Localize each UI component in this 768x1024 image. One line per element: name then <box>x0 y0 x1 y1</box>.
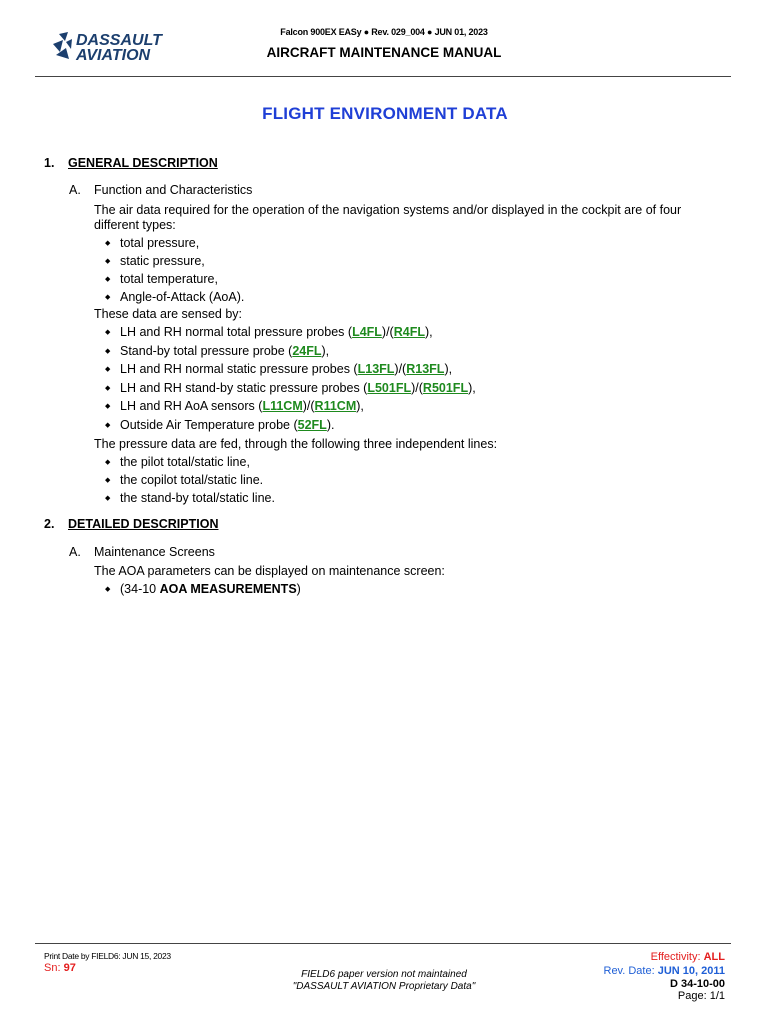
ref-link-r11cm[interactable]: R11CM <box>314 399 357 413</box>
bullet-diamond-icon: ◆ <box>105 294 111 301</box>
ref-link-52fl[interactable]: 52FL <box>297 418 327 432</box>
intro-paragraph: The air data required for the operation of the navigation systems and/or displayed in the cockpit are of four different types: <box>94 203 682 232</box>
sensor-list-item: ◆ LH and RH AoA sensors (L11CM)/(R11CM), <box>105 399 364 413</box>
footer-note-maintenance: FIELD6 paper version not maintained <box>301 969 467 980</box>
section-title: DETAILED DESCRIPTION <box>68 517 219 531</box>
document-number: D 34-10-00 <box>669 978 725 990</box>
ref-link-l501fl[interactable]: L501FL <box>367 381 412 395</box>
serial-number: Sn: 97 <box>44 962 76 974</box>
logo-text-line2: AVIATION <box>76 47 151 64</box>
effectivity: Effectivity: ALL <box>650 951 725 963</box>
bullet-diamond-icon: ◆ <box>105 495 111 502</box>
sensor-list-item: ◆ LH and RH stand-by static pressure probes (L501FL)/(R501FL), <box>105 381 476 395</box>
list-item: ◆ the pilot total/static line, <box>105 455 250 469</box>
ref-link-r501fl[interactable]: R501FL <box>422 381 469 395</box>
bullet-diamond-icon: ◆ <box>105 276 111 283</box>
ref-link-l4fl[interactable]: L4FL <box>352 325 382 339</box>
list-item: ◆ total pressure, <box>105 236 200 250</box>
bullet-diamond-icon: ◆ <box>105 366 111 373</box>
subsection-title: Function and Characteristics <box>94 183 253 197</box>
bullet-diamond-icon: ◆ <box>105 385 111 392</box>
sensor-list-item: ◆ LH and RH normal static pressure probes (L13FL)/(R13FL), <box>105 362 453 376</box>
maintenance-intro: The AOA parameters can be displayed on maintenance screen: <box>94 564 445 578</box>
logo-text-line1: DASSAULT <box>76 32 162 49</box>
section-heading-2 <box>44 517 218 531</box>
section-number: 2. <box>44 517 55 531</box>
ref-link-r13fl[interactable]: R13FL <box>406 362 445 376</box>
list-item: ◆ total temperature, <box>105 272 218 286</box>
lines-intro: The pressure data are fed, through the following three independent lines: <box>94 437 498 451</box>
subsection-heading-1a <box>69 183 252 197</box>
footer-divider <box>35 943 731 944</box>
ref-link-r4fl[interactable]: R4FL <box>393 325 425 339</box>
ref-link-l13fl[interactable]: L13FL <box>357 362 395 376</box>
section-number: 1. <box>44 156 55 170</box>
header-revision-info: Falcon 900EX EASy ● Rev. 029_004 ● JUN 01, 2023 <box>280 27 488 37</box>
bullet-diamond-icon: ◆ <box>105 258 111 265</box>
bullet-diamond-icon: ◆ <box>105 422 111 429</box>
section-title: GENERAL DESCRIPTION <box>68 156 218 170</box>
bullet-diamond-icon: ◆ <box>105 348 111 355</box>
revision-date: Rev. Date: JUN 10, 2011 <box>603 965 725 977</box>
list-item: ◆ the stand-by total/static line. <box>105 491 275 505</box>
manual-title: AIRCRAFT MAINTENANCE MANUAL <box>266 45 502 60</box>
bullet-diamond-icon: ◆ <box>105 240 111 247</box>
sensor-list-item: ◆ LH and RH normal total pressure probes (L4FL)/(R4FL), <box>105 325 433 339</box>
list-item: ◆ static pressure, <box>105 254 205 268</box>
section-heading-1 <box>44 156 218 170</box>
bullet-diamond-icon: ◆ <box>105 403 111 410</box>
bullet-diamond-icon: ◆ <box>105 329 111 336</box>
ref-link-l11cm[interactable]: L11CM <box>262 399 303 413</box>
subsection-heading-2a <box>69 545 215 559</box>
header-divider <box>35 76 731 77</box>
page-number: Page: 1/1 <box>677 990 725 1002</box>
print-date: Print Date by FIELD6: JUN 15, 2023 <box>44 951 171 961</box>
bullet-diamond-icon: ◆ <box>105 459 111 466</box>
bullet-diamond-icon: ◆ <box>105 586 111 593</box>
subsection-letter: A. <box>69 183 81 197</box>
page-title: FLIGHT ENVIRONMENT DATA <box>262 104 508 123</box>
sensor-list-item: ◆ Stand-by total pressure probe (24FL), <box>105 344 330 358</box>
aoa-measurements-ref: AOA MEASUREMENTS <box>159 582 297 596</box>
subsection-title: Maintenance Screens <box>94 545 215 559</box>
list-item: ◆ the copilot total/static line. <box>105 473 264 487</box>
subsection-letter: A. <box>69 545 81 559</box>
sensed-intro: These data are sensed by: <box>94 307 243 321</box>
ref-link-24fl[interactable]: 24FL <box>292 344 322 358</box>
list-item: ◆ (34-10 AOA MEASUREMENTS) <box>105 582 301 596</box>
list-item: ◆ Angle-of-Attack (AoA). <box>105 290 245 304</box>
footer-note-proprietary: "DASSAULT AVIATION Proprietary Data" <box>292 981 476 992</box>
sensor-list-item: ◆ Outside Air Temperature probe (52FL). <box>105 418 335 432</box>
bullet-diamond-icon: ◆ <box>105 477 111 484</box>
